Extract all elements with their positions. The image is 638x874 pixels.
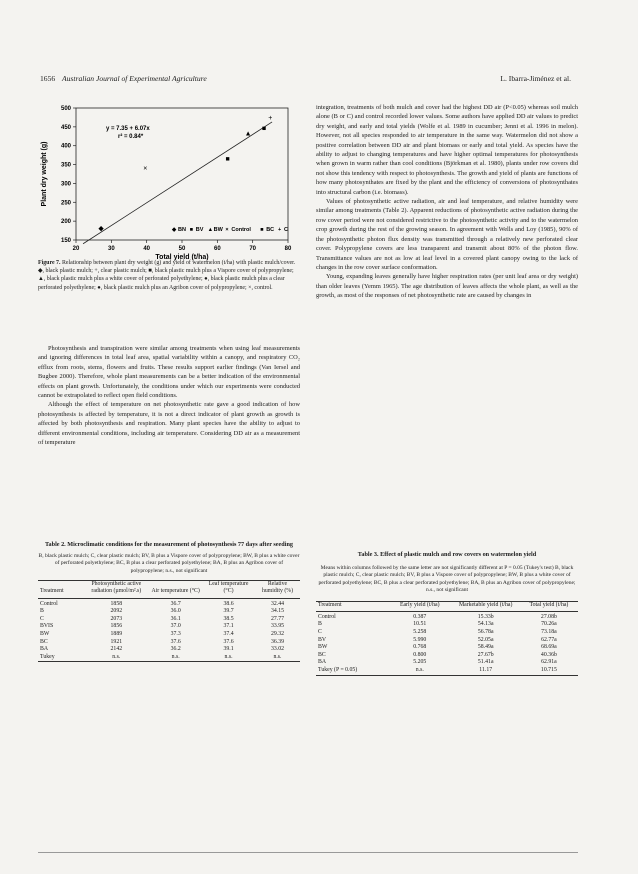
table-cell: BW bbox=[40, 631, 50, 637]
data-point-c: + bbox=[268, 115, 273, 123]
paragraph: Values of photosynthetic active radiation, air and leaf temperature, and relative humidity were similar among treatments (Table 2). Apparent reductions of photosynthetic active radiation during the row cover period were not considered restrictive to the photosynthetic activity and to the watermelon crop growth during the rest of the growing season. In agreement with Wells and Loy (1985), 90% of the photosynthetic photon flux density was transmitted through a relatively new perforated clear cover. Polypropylene covers are less transparent and transmit about 80% of the photon flow. Transmittance values are not as low at leaf level in a covered plant canopy owing to the lack of changes in the row cover surface conformation. bbox=[316, 198, 578, 271]
data-point-bv: ■ bbox=[261, 125, 267, 133]
table-cell: 52.05a bbox=[477, 636, 494, 643]
table-cell: 56.78a bbox=[477, 629, 494, 636]
table-cell: n.s. bbox=[415, 666, 424, 673]
figure-7-caption-text: Relationship between plant dry weight (g) and yield of watermelon (t/ha) with plastic mulch/cover. ◆, black plastic mulch; +, clear plastic mulch; ■, black plastic mulch plus a Vispore cover of polypropylene; ▲, black plastic mulch plus a white cover of perforated polyethylene; ●, black plastic mulch plus a clear perforated polyethylene; ●, black plastic mulch plus an Agribon cover of polypropylene; ×, control. bbox=[38, 260, 296, 291]
table-cell: 29.32 bbox=[270, 631, 284, 637]
legend-entry: BC bbox=[266, 227, 275, 233]
paragraph: Photosynthesis and transpiration were similar among treatments when using leaf measurements and ignoring differences in total leaf area, spatial variability within a canopy, and respiratory CO₂ efflux from roots, stems, flowers and fruits. These results support earlier findings (Van Iersel and Bugbee 2000). Therefore, whole plant measurements can be a better indication of the environmental effects on plant growth. Unfortunately, the conditions under which our experiments were conducted cannot be extrapolated to reflect open field conditions. bbox=[38, 345, 300, 400]
table-row bbox=[38, 639, 300, 647]
table-cell: 37.0 bbox=[170, 623, 181, 630]
table-2 bbox=[38, 541, 300, 662]
table-row bbox=[38, 623, 300, 631]
table-cell: 38.6 bbox=[223, 600, 234, 607]
legend-symbol: ■ bbox=[260, 227, 264, 233]
table-cell: 39.1 bbox=[223, 646, 234, 653]
table-cell: 1858 bbox=[110, 600, 123, 607]
page-footer-rule bbox=[38, 852, 578, 853]
x-axis-label: Total yield (t/ha) bbox=[155, 254, 209, 261]
table-cell: 15.33b bbox=[477, 613, 494, 620]
table-cell: 33.02 bbox=[270, 646, 284, 653]
paragraph: integration, treatments of both mulch and cover had the highest DD air (P<0.05) whereas soil mulch alone (B or C) and control recorded lower values. Some authors have applied DD air values to predict dry weight, and early and total yields (Wolfe et al. 1989 in cucumber; Jenni et al. 1996 in melon). However, not all species responded to air temperature in the same way. Watermelon did not show a positive correlation between DD air and plant biomass or early and total yield. As species have the ability to adjust to changing temperatures and have higher optimal temperatures for photosynthesis when grown in warm rather than cool conditions (Björkman et al. 1980), plants under row covers did not show this tendency with respect to photosynthesis. The growth and yield of plants are functions of how many photosynthates are fixed by the plant and the efficiency of conversions of photosynthates into structural carbon (i.e. biomass). bbox=[316, 104, 578, 196]
table-cell: 27.77 bbox=[270, 615, 284, 622]
table-cell: 62.91a bbox=[541, 659, 557, 666]
legend-entry: BN bbox=[178, 227, 186, 233]
table-cell: 1856 bbox=[110, 623, 123, 630]
table-cell: 37.6 bbox=[223, 638, 234, 645]
journal-title: Australian Journal of Experimental Agriculture bbox=[62, 74, 207, 83]
table-row bbox=[316, 621, 578, 629]
table-cell: Control bbox=[40, 600, 58, 607]
table-cell: 0.800 bbox=[413, 651, 427, 658]
table-row bbox=[38, 646, 300, 654]
table-cell: 37.6 bbox=[170, 638, 181, 645]
column-header: Treatment bbox=[318, 601, 342, 608]
table-cell: 68.69a bbox=[541, 644, 557, 651]
page-number: 1656 bbox=[40, 74, 56, 83]
table-row bbox=[316, 611, 578, 621]
table-cell: Tukey (P = 0.05) bbox=[318, 666, 358, 673]
table-cell: 37.3 bbox=[170, 631, 181, 637]
table-cell: 36.7 bbox=[170, 600, 181, 607]
data-point-bc: ■ bbox=[225, 155, 230, 163]
table-2-body bbox=[38, 598, 300, 662]
left-column-text bbox=[38, 344, 300, 447]
y-tick-label: 350 bbox=[60, 162, 71, 169]
table-cell: 40.36b bbox=[540, 651, 557, 658]
table-cell: 5.990 bbox=[413, 636, 427, 643]
running-authors: L. Ibarra-Jiménez et al. bbox=[500, 74, 571, 83]
regression-line bbox=[83, 122, 275, 244]
table-cell: B bbox=[318, 621, 322, 628]
x-tick-label: 40 bbox=[143, 246, 151, 252]
table-cell: 62.77a bbox=[541, 636, 557, 643]
y-tick-label: 450 bbox=[60, 124, 71, 131]
column-header: Relative humidity (%) bbox=[261, 581, 294, 595]
table-cell: 36.0 bbox=[170, 608, 181, 615]
table-cell: BA bbox=[318, 659, 327, 666]
table-cell: 37.1 bbox=[223, 623, 234, 630]
table-row bbox=[316, 667, 578, 675]
column-header: Total yield (t/ha) bbox=[529, 601, 569, 608]
table-cell: 0.387 bbox=[413, 613, 427, 620]
table-row bbox=[38, 654, 300, 662]
x-tick-label: 20 bbox=[72, 246, 80, 252]
table-cell: 51.41a bbox=[477, 659, 494, 666]
table-3-title: Table 3. Effect of plastic mulch and row covers on watermelon yield bbox=[357, 551, 537, 558]
table-3-note: Means within columns followed by the same letter are not significantly different at P = 0.05 (Tukey's test) B, black plastic mulch; C, clear plastic mulch; BV, B plus a Vispore cover of polypropylene; BW, B plus a white cover of perforated polyethylene; BC, B plus a clear perforated polyethylene; BA, B plus an Agribon cover of polypropylene; n.s., not significant bbox=[318, 565, 576, 594]
table-cell: BW bbox=[318, 644, 328, 651]
figure-7-chart bbox=[36, 104, 298, 261]
column-header: Treatment bbox=[40, 588, 64, 595]
column-header: Air temperature (°C) bbox=[151, 588, 200, 595]
figure-7-caption bbox=[38, 259, 300, 292]
table-row bbox=[316, 644, 578, 652]
table-cell: 2142 bbox=[110, 646, 123, 653]
table-cell: C bbox=[40, 615, 44, 622]
x-tick-label: 60 bbox=[213, 246, 221, 252]
table-2-grid bbox=[38, 580, 300, 662]
figure-7-label: Figure 7. bbox=[38, 260, 61, 266]
y-tick-label: 150 bbox=[60, 238, 71, 244]
y-tick-label: 300 bbox=[60, 181, 71, 188]
right-column-text bbox=[316, 103, 578, 301]
table-cell: Control bbox=[318, 613, 336, 620]
column-header: Early yield (t/ha) bbox=[399, 601, 440, 608]
legend-symbol: + bbox=[278, 227, 282, 233]
legend-entry: BV bbox=[195, 227, 204, 233]
table-cell: 70.26a bbox=[541, 621, 557, 628]
table-cell: 37.4 bbox=[223, 631, 234, 637]
y-tick-label: 400 bbox=[60, 143, 71, 150]
table-cell: 5.205 bbox=[413, 659, 427, 666]
data-point-bw: ▲ bbox=[244, 130, 252, 138]
x-tick-label: 80 bbox=[284, 246, 292, 252]
x-tick-label: 70 bbox=[249, 246, 257, 252]
table-cell: BVIS bbox=[40, 623, 54, 630]
x-tick-label: 50 bbox=[178, 246, 186, 252]
table-cell: 11.17 bbox=[479, 666, 493, 673]
data-point-bn: ◆ bbox=[98, 225, 104, 233]
column-header: Photosynthetic active radiation (µmol/m².s) bbox=[91, 581, 142, 595]
y-tick-label: 500 bbox=[60, 106, 71, 112]
table-row bbox=[316, 652, 578, 660]
table-3-body bbox=[316, 611, 578, 675]
legend-symbol: ▲ bbox=[207, 227, 214, 233]
table-cell: 39.7 bbox=[223, 608, 234, 615]
y-tick-label: 200 bbox=[60, 219, 71, 226]
table-row bbox=[316, 659, 578, 667]
table-cell: 27.67b bbox=[477, 651, 494, 658]
table-cell: 5.258 bbox=[413, 629, 427, 636]
table-cell: Tukey bbox=[40, 653, 55, 660]
table-row bbox=[38, 598, 300, 608]
table-cell: B bbox=[40, 608, 44, 615]
table-3 bbox=[316, 551, 578, 676]
legend-entry: BW bbox=[213, 227, 223, 233]
table-cell: 73.18a bbox=[541, 629, 557, 636]
table-cell: 36.1 bbox=[170, 615, 181, 622]
legend-entry: Control bbox=[231, 227, 251, 233]
r-squared: r² = 0.84* bbox=[118, 134, 144, 140]
table-row bbox=[38, 616, 300, 624]
table-cell: 58.49a bbox=[477, 644, 494, 651]
column-header: Marketable yield (t/ha) bbox=[459, 601, 513, 608]
y-axis-label: Plant dry weight (g) bbox=[41, 141, 48, 207]
table-cell: 2073 bbox=[110, 615, 123, 622]
table-cell: 1889 bbox=[110, 631, 123, 637]
legend-entry: C bbox=[284, 227, 288, 233]
table-cell: n.s. bbox=[224, 653, 233, 660]
table-2-note: B, black plastic mulch; C, clear plastic mulch; BV, B plus a Vispore cover of polypropylene; BW, B plus a white cover of perforated polyethylene; BC, B plus a clear perforated polyethylene; BA, B plus an Agribon cover of polypropylene; n.s., not significant bbox=[38, 553, 300, 574]
table-cell: n.s. bbox=[273, 653, 282, 660]
table-cell: 34.15 bbox=[270, 608, 284, 615]
table-row bbox=[316, 637, 578, 645]
data-point-control: × bbox=[143, 165, 148, 173]
table-cell: n.s. bbox=[112, 653, 121, 660]
table-cell: 10.51 bbox=[413, 621, 427, 628]
table-cell: 27.08b bbox=[540, 613, 557, 620]
table-cell: 54.13a bbox=[477, 621, 494, 628]
table-cell: 0.768 bbox=[413, 644, 427, 651]
table-cell: 1921 bbox=[110, 638, 123, 645]
table-cell: 36.39 bbox=[270, 638, 284, 645]
legend-symbol: × bbox=[225, 227, 229, 233]
paragraph: Young, expanding leaves generally have higher respiration rates (per unit leaf area or dry weight) than older leaves (Yemm 1965). The age distribution of leaves affects the whole plant, as well as the growth, as most of the responses of net photosynthetic rate are caused by changes in bbox=[316, 273, 578, 300]
table-cell: BC bbox=[40, 638, 48, 645]
table-cell: BV bbox=[318, 636, 327, 643]
y-tick-label: 250 bbox=[60, 200, 71, 207]
table-2-title: Table 2. Microclimatic conditions for the measurement of photosynthesis 77 days after seeding bbox=[44, 541, 293, 548]
legend-symbol: ◆ bbox=[172, 227, 177, 233]
table-3-grid bbox=[316, 601, 578, 676]
table-cell: 38.5 bbox=[223, 615, 234, 622]
table-cell: 2092 bbox=[110, 608, 123, 615]
table-cell: 32.44 bbox=[270, 600, 284, 607]
table-cell: C bbox=[318, 629, 322, 636]
table-cell: n.s. bbox=[171, 653, 180, 660]
legend-symbol: ■ bbox=[189, 227, 194, 233]
column-header: Leaf temperature (°C) bbox=[208, 581, 249, 595]
paragraph: Although the effect of temperature on net photosynthetic rate gave a good indication of how photosynthesis is affected by temperature, it is not a direct indicator of plant growth as growth is affected by both photosynthesis and respiration. Many plant species have the ability to adjust to different environmental conditions, including air temperature. Considering DD air as a measurement of temperature bbox=[38, 401, 300, 447]
table-row bbox=[38, 608, 300, 616]
table-cell: 33.95 bbox=[270, 623, 284, 630]
table-row bbox=[316, 629, 578, 637]
table-cell: BC bbox=[318, 651, 326, 658]
regression-equation: y = 7.35 + 6.07x bbox=[106, 126, 150, 132]
table-row bbox=[38, 631, 300, 639]
table-cell: BA bbox=[40, 646, 49, 653]
table-cell: 36.2 bbox=[170, 646, 181, 653]
table-cell: 10.715 bbox=[540, 666, 557, 673]
x-tick-label: 30 bbox=[107, 246, 115, 252]
